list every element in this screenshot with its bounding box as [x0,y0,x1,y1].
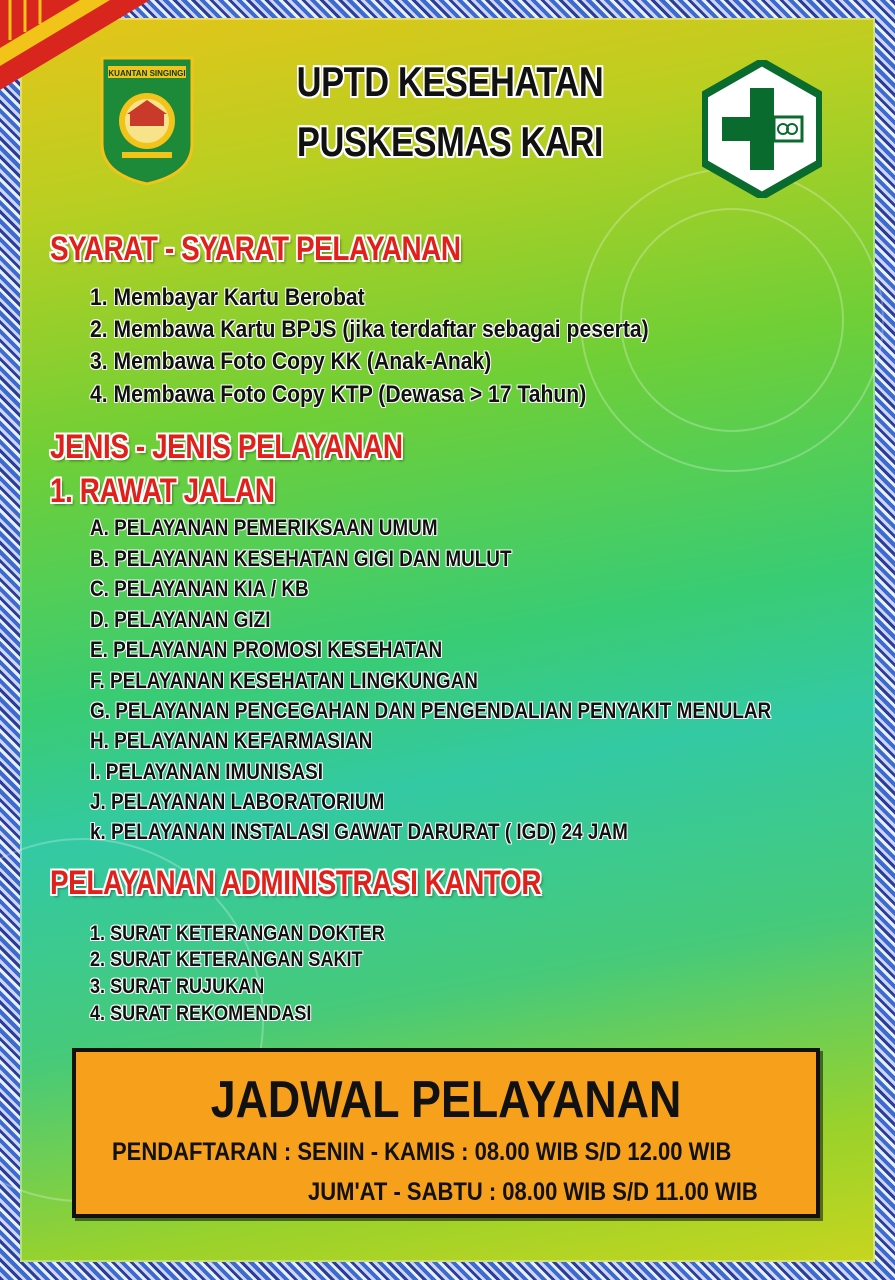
requirements-heading: SYARAT - SYARAT PELAYANAN [50,230,461,268]
administration-item: 2. SURAT KETERANGAN SAKIT [90,948,363,971]
service-item: C. PELAYANAN KIA / KB [90,576,309,601]
service-item: B. PELAYANAN KESEHATAN GIGI DAN MULUT [90,546,512,571]
crest-icon [100,56,194,186]
puskesmas-logo [702,60,822,198]
service-item: D. PELAYANAN GIZI [90,607,271,632]
schedule-box [72,1048,820,1218]
service-item: A. PELAYANAN PEMERIKSAAN UMUM [90,515,438,540]
requirement-item: 2. Membawa Kartu BPJS (jika terdaftar sebagai peserta) [90,316,649,343]
administration-item: 3. SURAT RUJUKAN [90,975,265,998]
administration-heading: PELAYANAN ADMINISTRASI KANTOR [50,864,542,902]
title-line-1: UPTD KESEHATAN [296,58,604,105]
requirement-item: 1. Membayar Kartu Berobat [90,284,365,311]
service-item: F. PELAYANAN KESEHATAN LINGKUNGAN [90,668,478,693]
service-item: G. PELAYANAN PENCEGAHAN DAN PENGENDALIAN PENYAKIT MENULAR [90,698,772,723]
requirement-item: 4. Membawa Foto Copy KTP (Dewasa > 17 Tahun) [90,381,587,408]
title-line-2: PUSKESMAS KARI [296,118,604,165]
schedule-line-2: JUM'AT - SABTU : 08.00 WIB S/D 11.00 WIB [308,1178,758,1206]
schedule-title: JADWAL PELAYANAN [210,1071,682,1129]
service-item: I. PELAYANAN IMUNISASI [90,759,324,784]
requirement-item: 3. Membawa Foto Copy KK (Anak-Anak) [90,348,492,375]
administration-item: 1. SURAT KETERANGAN DOKTER [90,922,385,945]
green-cross-icon [702,60,822,198]
services-subheading: 1. RAWAT JALAN [50,472,275,510]
service-item: H. PELAYANAN KEFARMASIAN [90,728,373,753]
schedule-line-1: PENDAFTARAN : SENIN - KAMIS : 08.00 WIB S/D 12.00 WIB [112,1138,732,1166]
service-item: E. PELAYANAN PROMOSI KESEHATAN [90,637,443,662]
service-item: k. PELAYANAN INSTALASI GAWAT DARURAT ( IGD) 24 JAM [90,819,628,844]
logo-banner-text: KUANTAN SINGINGI [108,69,186,78]
services-heading: JENIS - JENIS PELAYANAN [50,428,403,466]
decorative-swirl [620,208,844,432]
kuantan-singingi-logo [100,56,194,186]
service-item: J. PELAYANAN LABORATORIUM [90,789,385,814]
administration-item: 4. SURAT REKOMENDASI [90,1002,312,1025]
